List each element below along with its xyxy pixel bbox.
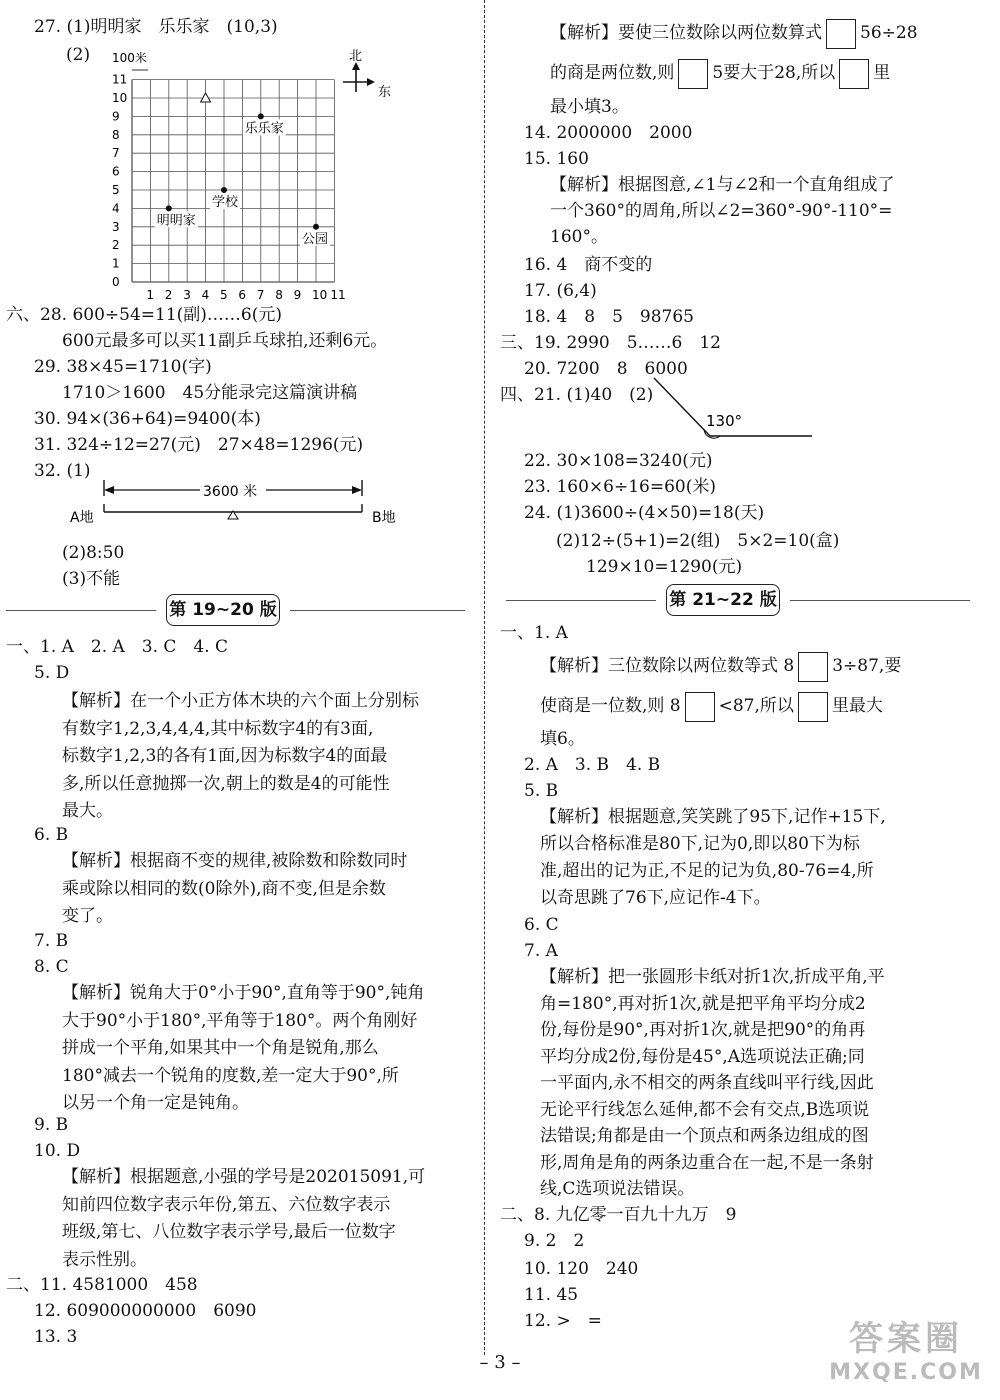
t5-answer: 5. B (524, 781, 559, 801)
t5-explanation: 【解析】根据题意,笑笑跳了95下,记作+15下, 所以合格标准是80下,记为0,即以80下为标 准,超出的记为正,不足的记为负,80-76=4,所 以奇思跳了76下,应记作-4下。 (540, 807, 886, 908)
q17-answer: 17. (6,4) (524, 281, 597, 301)
q24-part1: 24. (1)3600÷(4×50)=18(天) (524, 503, 765, 523)
x-tick-label: 1 (146, 288, 155, 302)
t1-answer: 一、1. A (500, 623, 568, 643)
triangle-marker (201, 93, 211, 102)
s5-answer: 5. D (34, 663, 70, 683)
s10-explanation: 【解析】根据题意,小强的学号是202015091,可 知前四位数字表示年份,第五、六位数字表示 班级,第七、八位数字表示学号,最后一位数字 表示性别。 (62, 1167, 426, 1270)
s7-answer: 7. B (34, 931, 69, 951)
q21-answer: 四、21. (1)40 (2) (500, 385, 654, 405)
t1-exp-line2: 使商是一位数,则 8 <87,所以 里最大 (540, 688, 883, 724)
q29-line1: 29. 38×45=1710(字) (34, 357, 212, 377)
q15-answer: 15. 160 (524, 149, 589, 169)
q31-answer: 31. 324÷12=27(元) 27×48=1296(元) (34, 435, 364, 455)
t2-answers: 2. A 3. B 4. B (524, 755, 661, 775)
title-rule-left (6, 610, 156, 611)
t7-answer: 7. A (524, 941, 558, 961)
t6-answer: 6. C (524, 915, 559, 935)
s5-explanation: 【解析】在一个小正方体木块的六个面上分别标 有数字1,2,3,4,4,4,其中标数字4的有3面, 标数字1,2,3的各有1面,因为标数字4的面最 多,所以任意抛掷一次,朝上的数是4的可能性 最大。 (62, 691, 419, 821)
location-dot (313, 224, 319, 230)
q23-answer: 23. 160×6÷16=60(米) (524, 477, 716, 497)
q19-answer: 三、19. 2990 5……6 12 (500, 333, 721, 353)
x-tick-label: 2 (164, 288, 173, 302)
section-title-21-22: 第 21~22 版 (666, 584, 780, 616)
blank-box (798, 692, 828, 722)
t9-answer: 9. 2 2 (524, 1231, 585, 1251)
t12-answer: 12. > = (524, 1311, 602, 1331)
s8-answer: 8. C (34, 957, 69, 977)
q16-answer: 16. 4 商不变的 (524, 255, 653, 275)
x-tick-label: 3 (183, 288, 191, 302)
title-rule-right (290, 610, 465, 611)
q29-line2: 1710＞1600 45分能录完这篇演讲稿 (62, 383, 358, 403)
y-tick-label: 9 (112, 109, 120, 124)
q24-part3: 129×10=1290(元) (586, 557, 743, 577)
y-tick-label: 5 (112, 183, 120, 197)
angle-label: 130° (706, 412, 743, 430)
location-label: 公园 (302, 231, 329, 247)
scale-label: 100米 (112, 51, 147, 65)
s6-answer: 6. B (34, 825, 69, 845)
distance-label: 3600 米 (203, 484, 258, 500)
q28-line1: 六、28. 600÷54=11(副)……6(元) (6, 305, 282, 325)
point-b-label: B地 (372, 510, 396, 526)
x-tick-label: 8 (275, 288, 283, 302)
s10-answer: 10. D (34, 1141, 81, 1161)
y-tick-label: 1 (112, 256, 120, 271)
q27-part2: (2) (66, 45, 91, 65)
t1-exp-line1: 【解析】三位数除以两位数等式 8 3÷87,要 (540, 648, 901, 684)
angle-diagram (640, 372, 820, 444)
location-dot (166, 205, 172, 211)
q32-part1: 32. (1) (34, 461, 91, 481)
q14-answer: 14. 2000000 2000 (524, 123, 693, 143)
q22-answer: 22. 30×108=3240(元) (524, 451, 713, 471)
title-rule-right (790, 600, 970, 601)
q30-answer: 30. 94×(36+64)=9400(本) (34, 409, 261, 429)
page-number: – 3 – (479, 1352, 521, 1373)
blank-box (826, 19, 856, 49)
s13-answer: 13. 3 (34, 1327, 78, 1347)
location-dot (221, 187, 227, 193)
x-tick-label: 7 (256, 288, 265, 302)
y-tick-label: 2 (112, 238, 120, 253)
t8-answer: 二、8. 九亿零一百九十九万 9 (500, 1205, 737, 1225)
compass-icon (343, 62, 375, 92)
q28-line2: 600元最多可以买11副乒乓球拍,还剩6元。 (62, 331, 388, 351)
point-a-label: A地 (70, 510, 94, 526)
t10-answer: 10. 120 240 (524, 1259, 639, 1279)
location-label: 学校 (212, 195, 239, 210)
x-tick-label: 4 (201, 288, 210, 302)
distance-diagram (60, 474, 420, 540)
blank-box (685, 692, 715, 722)
x-tick-label: 11 (330, 288, 346, 302)
q24-part2: (2)12÷(5+1)=2(组) 5×2=10(盒) (556, 531, 840, 551)
x-tick-label: 10 (312, 288, 328, 302)
coordinate-grid (90, 48, 400, 308)
y-tick-label: 11 (112, 72, 128, 87)
watermark-logo: 答案圈 MXQE.COM (829, 1319, 983, 1385)
s12-answer: 12. 609000000000 6090 (34, 1301, 257, 1321)
r-line3: 最小填3。 (550, 97, 629, 117)
y-tick-label: 4 (112, 201, 120, 216)
y-tick-label: 3 (112, 219, 120, 234)
x-tick-label: 6 (238, 288, 247, 302)
section-title-19-20: 第 19~20 版 (166, 594, 280, 626)
blank-box (678, 59, 708, 89)
location-label: 乐乐家 (244, 121, 284, 137)
s8-explanation: 【解析】锐角大于0°小于90°,直角等于90°,钝角 大于90°小于180°,平角等于180°。两个角刚好 拼成一个平角,如果其中一个角是锐角,那么 180°减去一个锐角的度数,差一定大于90°,所 以另一个角一定是钝角。 (62, 983, 425, 1113)
r-line1: 【解析】要使三位数除以两位数算式 56÷28 (550, 16, 918, 50)
s11-answer: 二、11. 4581000 458 (6, 1275, 198, 1295)
north-label: 北 (349, 49, 363, 64)
q27-answer: 27. (1)明明家 乐乐家 (10,3) (34, 17, 278, 37)
s6-explanation: 【解析】根据商不变的规律,被除数和除数同时 乘或除以相同的数(0除外),商不变,但是余数 变了。 (62, 851, 408, 926)
y-tick-label: 0 (112, 275, 120, 289)
column-divider (484, 0, 485, 1355)
blank-box (839, 59, 869, 89)
y-tick-label: 10 (112, 91, 128, 105)
s9-answer: 9. B (34, 1115, 69, 1135)
y-tick-label: 7 (112, 146, 120, 161)
x-tick-label: 5 (220, 288, 228, 302)
q32-part3: (3)不能 (62, 569, 121, 589)
q18-answer: 18. 4 8 5 98765 (524, 307, 694, 327)
t1-exp-line3: 填6。 (540, 729, 585, 749)
t11-answer: 11. 45 (524, 1285, 579, 1305)
location-dot (258, 113, 264, 119)
q20-answer: 20. 7200 8 6000 (524, 359, 688, 379)
s1-answers: 一、1. A 2. A 3. C 4. C (6, 637, 229, 657)
east-label: 东 (378, 85, 392, 100)
title-rule-left (506, 600, 656, 601)
location-label: 明明家 (156, 213, 196, 229)
q15-explanation: 【解析】根据图意,∠1与∠2和一个直角组成了 一个360°的周角,所以∠2=360°-90°-110°= 160°。 (550, 175, 895, 247)
y-tick-label: 6 (112, 164, 120, 179)
q32-part2: (2)8:50 (62, 543, 125, 563)
r-line2: 的商是两位数,则 5要大于28,所以 里 (550, 56, 890, 90)
y-tick-label: 8 (112, 127, 120, 142)
t7-explanation: 【解析】把一张圆形卡纸对折1次,折成平角,平 角=180°,再对折1次,就是把平角平均分成2 份,每份是90°,再对折1次,就是把90°的角再 平均分成2份,每份是45°,A选项说法正确;同 一平面内,永不相交的两条直线叫平行线,因此 无论平行线怎么延伸,都不会有交点,B选项说 法错误;角都是由一个顶点和两条边组成的图 形,周角是角的两条边重合在一起,不是一条射 线,C选项说法错误。 (540, 967, 885, 1199)
blank-box (798, 652, 828, 682)
x-tick-label: 9 (293, 288, 302, 302)
